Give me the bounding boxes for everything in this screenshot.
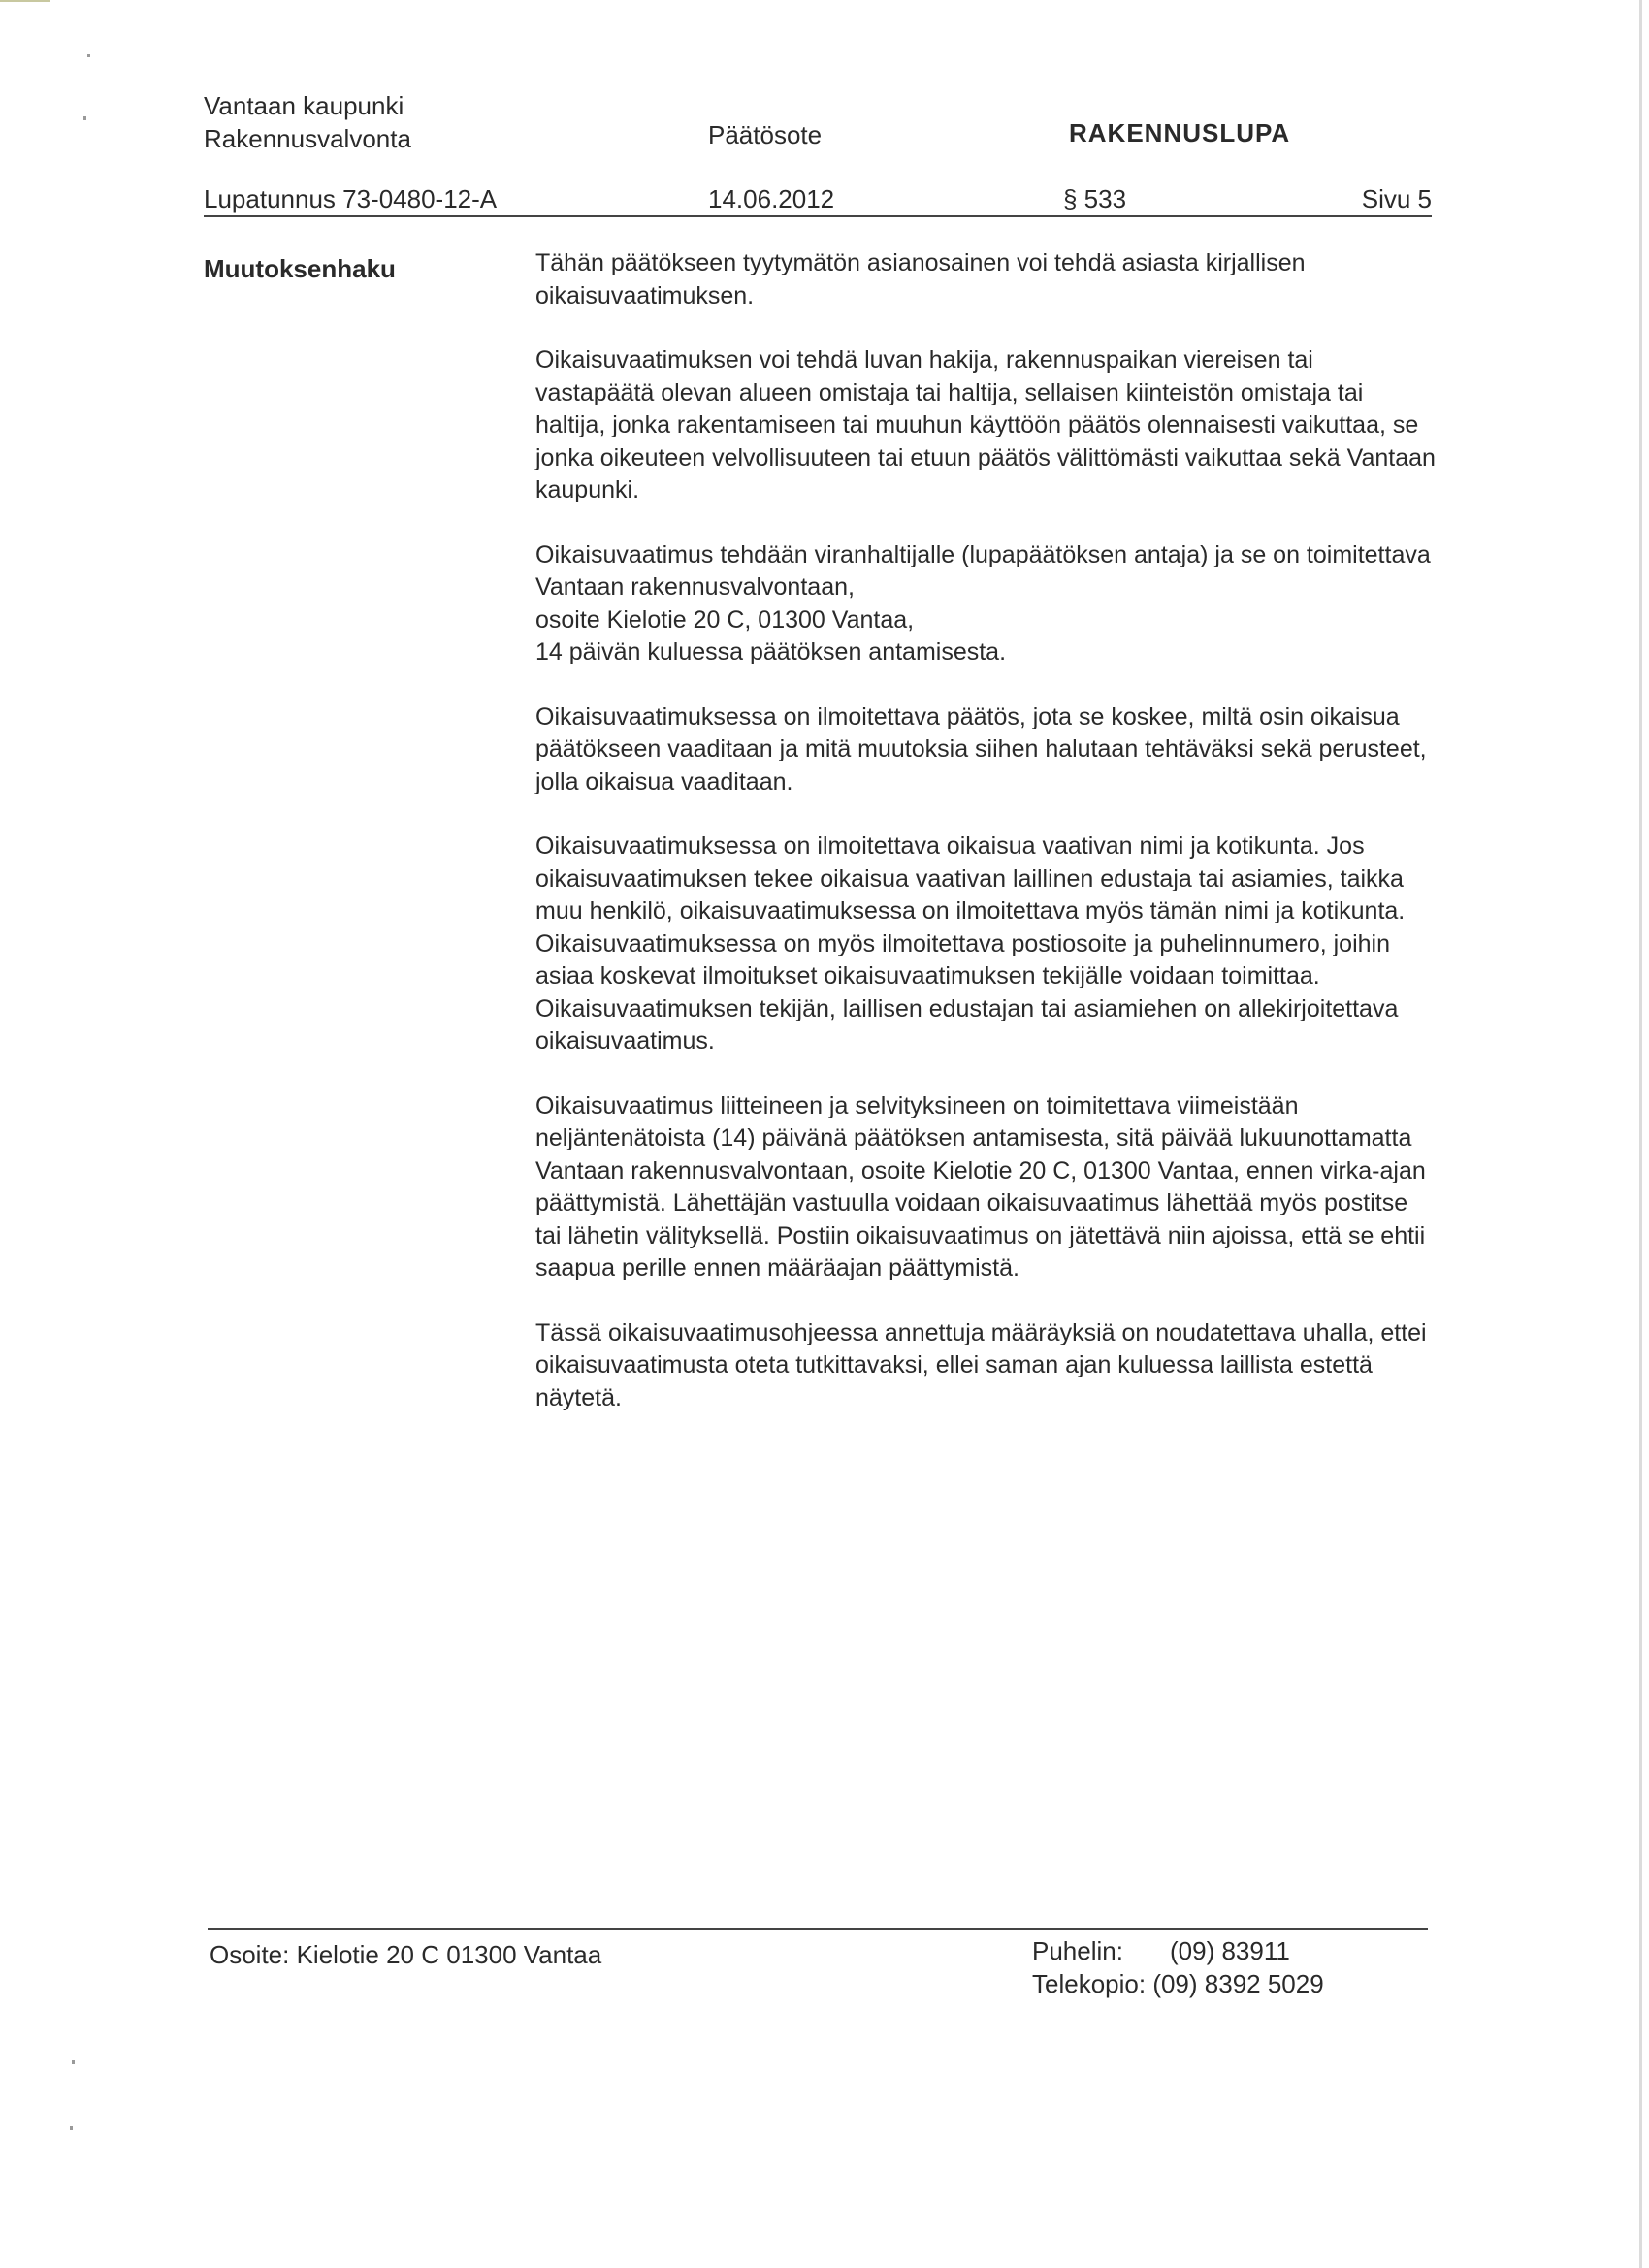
footer-contact xyxy=(1032,1934,1324,2000)
scan-mark-dot xyxy=(72,2060,75,2064)
scan-mark-dot xyxy=(70,2126,73,2130)
reference-row xyxy=(204,182,1432,215)
organization-name: Vantaan kaupunki xyxy=(204,91,404,120)
paragraph: Oikaisuvaatimuksessa on ilmoitettava oikaisua vaativan nimi ja kotikunta. Jos oikaisuvaatimuksen tekee oikaisua vaativan laillinen edustaja tai asiamies, taikka muu henkilö, oikaisuvaatimuksessa on ilmoitettava myös tämän nimi ja kotikunta. Oikaisuvaatimuksessa on myös ilmoitettava postiosoite ja puhelinnumero, joihin asiaa koskevat ilmoitukset oikaisuvaatimuksen tekijälle voidaan toimittaa. Oikaisuvaatimuksen tekijän, laillisen edustajan tai asiamiehen on allekirjoitettava oikaisuvaatimus. xyxy=(535,832,1406,1054)
fax-label: Telekopio: xyxy=(1032,1969,1147,1998)
scan-mark-top-left xyxy=(0,0,50,2)
department-name: Rakennusvalvonta xyxy=(204,124,411,153)
phone-label: Puhelin: xyxy=(1032,1936,1123,1965)
section-number: § 533 xyxy=(1063,184,1127,213)
footer-divider xyxy=(208,1928,1428,1930)
paragraph: Oikaisuvaatimuksessa on ilmoitettava päätös, jota se koskee, miltä osin oikaisua päätökseen vaaditaan ja mitä muutoksia siihen halutaan tehtäväksi sekä perusteet, jolla oikaisua vaaditaan. xyxy=(535,702,1427,795)
phone-line xyxy=(1032,1934,1324,1967)
paragraph: Tässä oikaisuvaatimusohjeessa annettuja määräyksiä on noudatettava uhalla, ettei oikaisuvaatimusta oteta tutkittavaksi, ellei saman ajan kuluessa laillista estettä näytetä. xyxy=(535,1318,1427,1411)
page-number: Sivu 5 xyxy=(1361,184,1432,213)
document-type: Päätösote xyxy=(708,120,823,149)
decision-date: 14.06.2012 xyxy=(708,184,835,213)
paragraph: Oikaisuvaatimus tehdään viranhaltijalle (lupapäätöksen antaja) ja se on toimitettava Vantaan rakennusvalvontaan, osoite Kielotie 20 C, 01300 Vantaa, 14 päivän kuluessa päätöksen antamisesta. xyxy=(535,540,1431,665)
fax-line xyxy=(1032,1967,1324,2000)
document-title: RAKENNUSLUPA xyxy=(1069,118,1291,147)
organization xyxy=(204,89,411,155)
paragraph: Tähän päätökseen tyytymätön asianosainen voi tehdä asiasta kirjallisen oikaisuvaatimuksen. xyxy=(535,249,1306,309)
scan-mark-right-edge xyxy=(1639,0,1642,2268)
phone-number: (09) 83911 xyxy=(1170,1936,1290,1965)
section-label: Muutoksenhaku xyxy=(204,254,396,283)
permit-id: Lupatunnus 73-0480-12-A xyxy=(204,184,498,213)
fax-number: (09) 8392 5029 xyxy=(1152,1969,1324,1998)
paragraph: Oikaisuvaatimus liitteineen ja selvityksineen on toimitettava viimeistään neljäntenätoista (14) päivänä päätöksen antamisesta, sitä päivää lukuunottamatta Vantaan rakennusvalvontaan, osoite Kielotie 20 C, 01300 Vantaa, ennen virka-ajan päättymistä. Lähettäjän vastuulla voidaan oikaisuvaatimus lähettää myös postitse tai lähetin välityksellä. Postiin oikaisuvaatimus on jätettävä niin ajoissa, että se ehtii saapua perille ennen määräajan päättymistä. xyxy=(535,1091,1426,1281)
section-body xyxy=(535,247,1438,1446)
footer-address: Osoite: Kielotie 20 C 01300 Vantaa xyxy=(210,1940,602,1969)
paragraph: Oikaisuvaatimuksen voi tehdä luvan hakija, rakennuspaikan viereisen tai vastapäätä olevan alueen omistaja tai haltija, sellaisen kiinteistön omistaja tai haltija, jonka rakentamiseen tai muuhun käyttöön päätös olennaisesti vaikuttaa, se jonka oikeuteen velvollisuuteen tai etuun päätös välittömästi vaikuttaa sekä Vantaan kaupunki. xyxy=(535,346,1436,503)
header-divider xyxy=(204,215,1432,217)
scan-mark-dot xyxy=(87,54,90,57)
scan-mark-dot xyxy=(83,116,86,120)
